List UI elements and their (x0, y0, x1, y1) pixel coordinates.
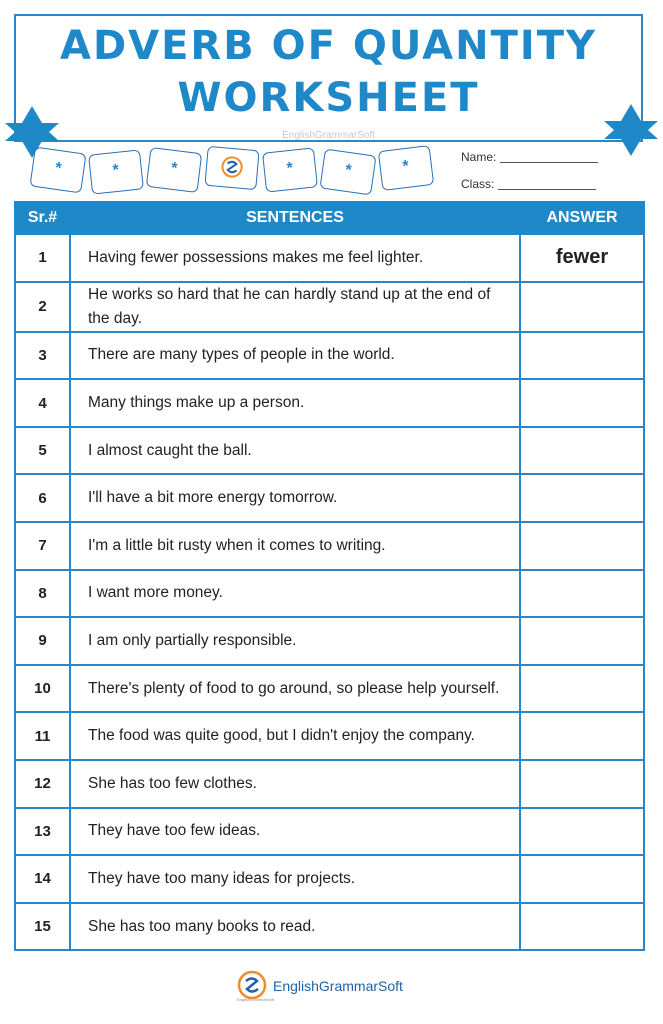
row-sentence: They have too many ideas for projects. (70, 855, 520, 903)
row-answer[interactable] (520, 903, 644, 951)
table-row (15, 855, 644, 903)
row-number: 11 (15, 712, 70, 760)
row-number: 2 (15, 282, 70, 332)
stamp-asterisk: * (146, 147, 202, 193)
row-answer[interactable] (520, 808, 644, 856)
brand-logo-icon (237, 970, 267, 1000)
row-answer[interactable] (520, 282, 644, 332)
row-sentence: I'm a little bit rusty when it comes to writing. (70, 522, 520, 570)
name-label: Name: (461, 150, 497, 164)
row-answer[interactable]: fewer (520, 234, 644, 282)
stamp-asterisk: * (29, 147, 86, 194)
row-answer[interactable] (520, 760, 644, 808)
row-sentence: I want more money. (70, 570, 520, 618)
header-answer: ANSWER (520, 202, 644, 234)
table-row (15, 522, 644, 570)
row-number: 12 (15, 760, 70, 808)
worksheet-title-line2: WORKSHEET (177, 75, 480, 121)
class-line (498, 189, 596, 190)
row-number: 10 (15, 665, 70, 713)
row-answer[interactable] (520, 712, 644, 760)
row-sentence: There are many types of people in the world. (70, 332, 520, 380)
row-sentence: I'll have a bit more energy tomorrow. (70, 474, 520, 522)
row-sentence: There's plenty of food to go around, so please help yourself. (70, 665, 520, 713)
class-label: Class: (461, 177, 495, 191)
table-row (15, 427, 644, 475)
class-field (461, 177, 596, 191)
table-row (15, 570, 644, 618)
row-number: 5 (15, 427, 70, 475)
table-row (15, 617, 644, 665)
worksheet-table (14, 201, 645, 951)
row-sentence: Having fewer possessions makes me feel lighter. (70, 234, 520, 282)
table-row (15, 332, 644, 380)
footer-brand: EnglishGrammarSoft (273, 978, 403, 994)
title-box (14, 14, 643, 142)
row-number: 7 (15, 522, 70, 570)
table-row (15, 808, 644, 856)
table-row (15, 760, 644, 808)
row-sentence: Many things make up a person. (70, 379, 520, 427)
row-sentence: He works so hard that he can hardly stand up at the end of the day. (70, 282, 520, 332)
row-sentence: I almost caught the ball. (70, 427, 520, 475)
table-row (15, 903, 644, 951)
row-number: 4 (15, 379, 70, 427)
row-number: 3 (15, 332, 70, 380)
row-answer[interactable] (520, 332, 644, 380)
row-number: 8 (15, 570, 70, 618)
row-answer[interactable] (520, 665, 644, 713)
stamp-asterisk: * (88, 149, 144, 194)
header-sentences: SENTENCES (70, 202, 520, 234)
stamp-logo-icon (204, 146, 259, 190)
row-answer[interactable] (520, 379, 644, 427)
table-row (15, 234, 644, 282)
row-number: 13 (15, 808, 70, 856)
table-row (15, 474, 644, 522)
row-number: 14 (15, 855, 70, 903)
worksheet-title-line1: ADVERB OF QUANTITY (59, 23, 597, 69)
row-sentence: I am only partially responsible. (70, 617, 520, 665)
table-row (15, 712, 644, 760)
name-field (461, 150, 598, 164)
stamp-asterisk: * (262, 147, 318, 192)
row-answer[interactable] (520, 617, 644, 665)
footer-logo (237, 970, 437, 1002)
table-row (15, 379, 644, 427)
row-sentence: They have too few ideas. (70, 808, 520, 856)
name-line (500, 162, 598, 163)
row-answer[interactable] (520, 570, 644, 618)
row-answer[interactable] (520, 855, 644, 903)
row-sentence: She has too many books to read. (70, 903, 520, 951)
row-answer[interactable] (520, 474, 644, 522)
stamp-asterisk: * (378, 145, 434, 191)
row-number: 9 (15, 617, 70, 665)
row-answer[interactable] (520, 427, 644, 475)
row-sentence: The food was quite good, but I didn't enjoy the company. (70, 712, 520, 760)
row-number: 6 (15, 474, 70, 522)
table-row (15, 665, 644, 713)
header-sr: Sr.# (15, 202, 70, 234)
footer-tiny-text: EnglishGrammarSoft (237, 997, 275, 1002)
stamp-asterisk: * (319, 149, 376, 196)
star-right-icon (603, 102, 659, 158)
row-number: 1 (15, 234, 70, 282)
watermark: EnglishGrammarSoft (282, 130, 375, 141)
table-header-row (15, 202, 644, 234)
row-sentence: She has too few clothes. (70, 760, 520, 808)
decorative-stamps (32, 146, 442, 196)
table-row (15, 282, 644, 332)
row-number: 15 (15, 903, 70, 951)
row-answer[interactable] (520, 522, 644, 570)
